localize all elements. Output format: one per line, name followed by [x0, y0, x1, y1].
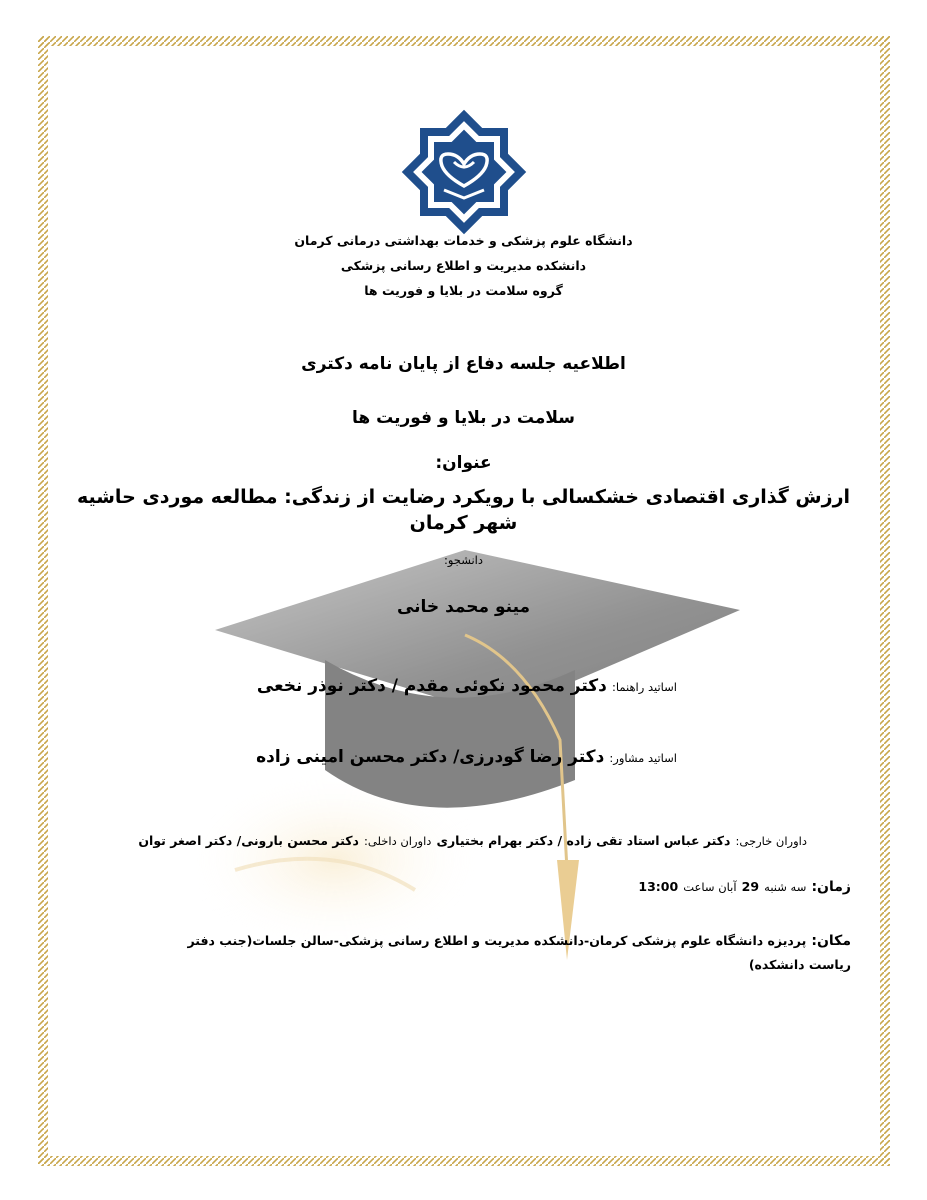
announcement-heading: اطلاعیه جلسه دفاع از پایان نامه دکتری: [301, 354, 626, 374]
thesis-title-line2: شهر کرمان: [409, 512, 518, 534]
consultants-row: [256, 747, 677, 767]
student-name: مینو محمد خانی: [396, 597, 531, 617]
institution-block: [80, 228, 847, 303]
time-day: سه شنبه: [764, 880, 807, 894]
time-row: [638, 876, 851, 895]
supervisors-label: اساتید راهنما:: [611, 680, 677, 694]
time-label: زمان:: [811, 879, 851, 895]
place-block: [81, 928, 851, 977]
internal-referees-names: دکتر محسن بارونی/ دکتر اصغر توان: [138, 833, 359, 848]
thesis-title-line1: ارزش گذاری اقتصادی خشکسالی با رویکرد رضایت از زندگی: مطالعه موردی حاشیه: [76, 486, 851, 508]
faculty-name: دانشکده مدیریت و اطلاع رسانی پزشکی: [340, 258, 587, 273]
place-label: مکان:: [811, 933, 851, 949]
time-clock: 13:00: [638, 879, 679, 894]
consultants-names: دکتر رضا گودرزی/ دکتر محسن امینی زاده: [256, 747, 605, 767]
consultants-label: اساتید مشاور:: [609, 751, 677, 765]
external-referees-names: دکتر عباس استاد تقی زاده / دکتر بهرام بختیاری: [436, 833, 731, 848]
place-line2: ریاست دانشکده): [748, 957, 851, 972]
time-date: 29: [741, 879, 760, 894]
time-month: آبان ساعت: [683, 880, 737, 894]
thesis-title: [60, 484, 867, 536]
student-label: دانشجو:: [443, 553, 483, 567]
university-name: دانشگاه علوم پزشکی و خدمات بهداشتی درمانی کرمان: [294, 233, 633, 248]
internal-referees-label: داوران داخلی:: [364, 834, 432, 848]
external-referees-label: داوران خارجی:: [735, 834, 807, 848]
place-line1: پردیزه دانشگاه علوم پزشکی کرمان-دانشکده مدیریت و اطلاع رسانی پزشکی-سالن جلسات(جنب دفتر: [187, 933, 807, 948]
title-label: عنوان:: [435, 453, 492, 473]
supervisors-names: دکتر محمود نکوئی مقدم / دکتر نوذر نخعی: [256, 676, 607, 696]
supervisors-row: [257, 676, 677, 696]
field-name: سلامت در بلایا و فوریت ها: [351, 408, 575, 428]
department-name: گروه سلامت در بلایا و فوریت ها: [364, 283, 563, 298]
referees-row: [138, 830, 807, 849]
